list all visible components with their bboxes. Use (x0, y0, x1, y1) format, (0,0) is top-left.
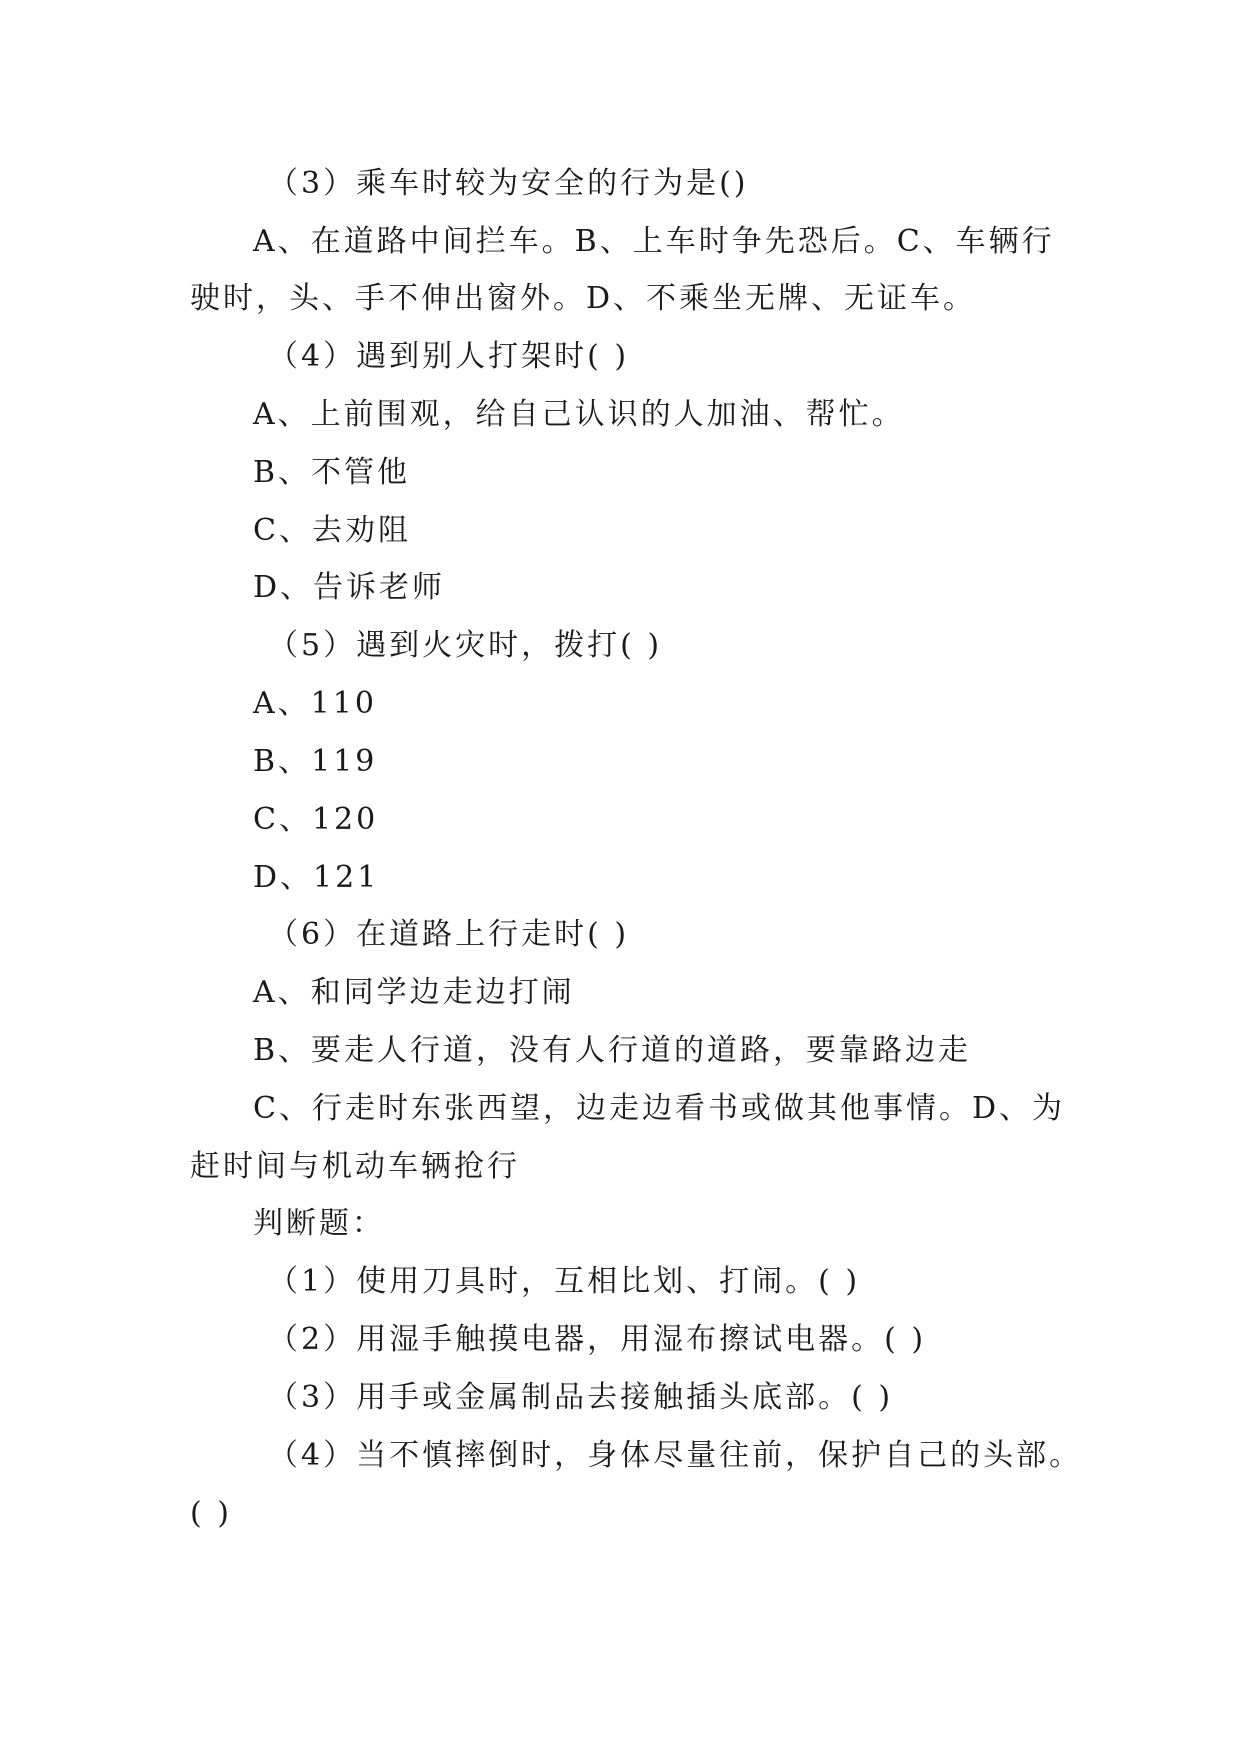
question-5-option-d: D、121 (253, 860, 380, 895)
true-false-item-1: （1）使用刀具时，互相比划、打闹。( ) (268, 1264, 861, 1299)
question-6-option-b: B、要走人行道，没有人行道的道路，要靠路边走 (253, 1033, 972, 1068)
true-false-item-3: （3）用手或金属制品去接触插头底部。( ) (268, 1380, 894, 1415)
question-6-option-a: A、和同学边走边打闹 (253, 975, 575, 1010)
question-4-option-d: D、告诉老师 (253, 570, 446, 605)
question-5-option-b: B、119 (253, 744, 378, 779)
question-5-stem: （5）遇到火灾时，拨打( ) (268, 628, 663, 663)
question-4-option-a: A、上前围观，给自己认识的人加油、帮忙。 (253, 397, 905, 432)
true-false-heading: 判断题： (253, 1206, 385, 1241)
question-3-options-line-1: A、在道路中间拦车。B、上车时争先恐后。C、车辆行 (253, 224, 1055, 259)
question-5-option-a: A、110 (253, 686, 377, 721)
question-3-options-line-2: 驶时，头、手不伸出窗外。D、不乘坐无牌、无证车。 (190, 281, 977, 316)
question-4-option-b: B、不管他 (253, 455, 411, 490)
true-false-item-4-line-1: （4）当不慎摔倒时，身体尽量往前，保护自己的头部。 (268, 1438, 1083, 1473)
true-false-item-4-line-2: ( ) (190, 1496, 232, 1531)
question-6-options-line-2: 赶时间与机动车辆抢行 (190, 1149, 520, 1184)
question-6-stem: （6）在道路上行走时( ) (268, 917, 630, 952)
question-3-stem: （3）乘车时较为安全的行为是() (268, 166, 749, 201)
question-4-option-c: C、去劝阻 (253, 513, 411, 548)
question-4-stem: （4）遇到别人打架时( ) (268, 339, 630, 374)
true-false-item-2: （2）用湿手触摸电器，用湿布擦试电器。( ) (268, 1322, 927, 1357)
question-5-option-c: C、120 (253, 802, 379, 837)
question-6-options-line-1: C、行走时东张西望，边走边看书或做其他事情。D、为 (253, 1091, 1066, 1126)
